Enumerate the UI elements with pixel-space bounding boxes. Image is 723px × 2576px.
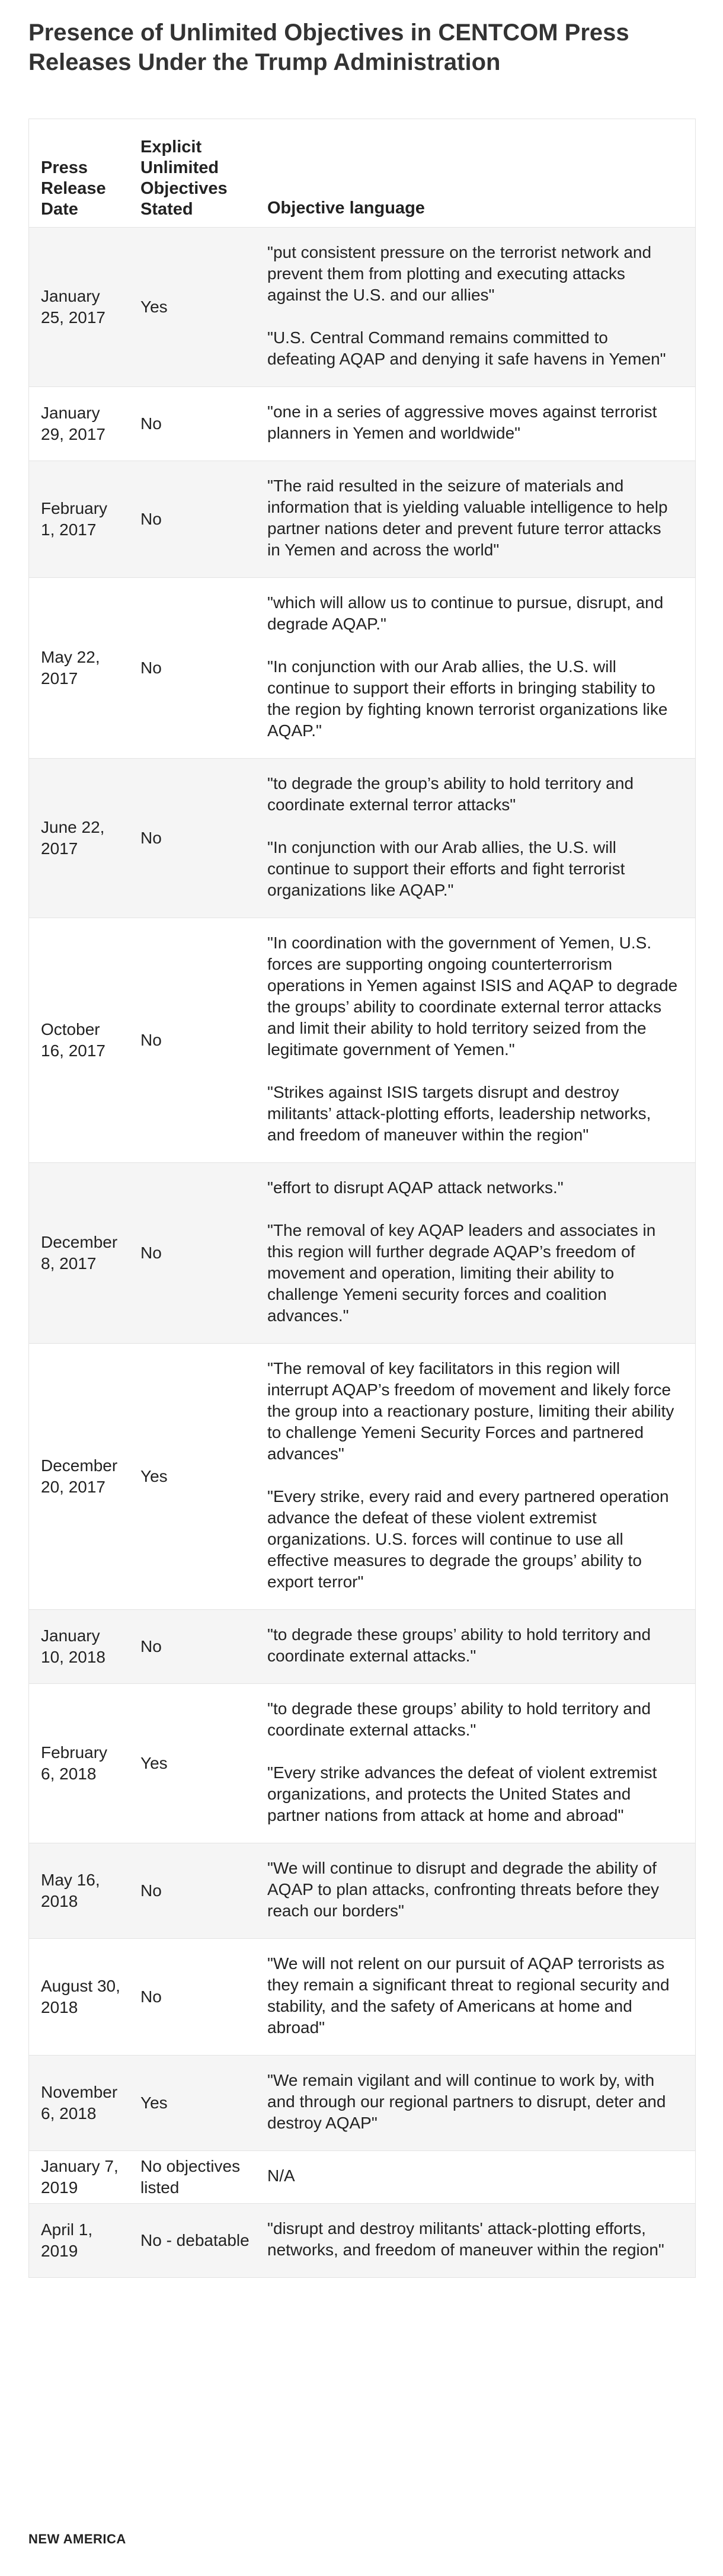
objective-quote: "In conjunction with our Arab allies, the U.S. will continue to support their efforts in bringing stability to the region by fighting known terrorist organizations like AQAP." (267, 657, 668, 740)
explicit-cell (129, 228, 254, 386)
objective-cell (254, 2056, 695, 2150)
explicit-text: No (140, 510, 162, 528)
objective-cell (254, 461, 695, 577)
table-row (29, 1843, 695, 1939)
date-text: May 22, 2017 (41, 648, 100, 688)
table-row (29, 1684, 695, 1843)
explicit-text: No (140, 1244, 162, 1262)
date-text: December 8, 2017 (41, 1233, 118, 1273)
table-row (29, 918, 695, 1163)
date-text: January 25, 2017 (41, 287, 105, 327)
explicit-cell (129, 461, 254, 577)
table-row (29, 1344, 695, 1610)
explicit-text: No (140, 1881, 162, 1900)
date-cell (29, 1163, 129, 1343)
objective-cell (254, 387, 695, 461)
objective-cell (254, 578, 695, 758)
objective-cell (254, 1684, 695, 1843)
explicit-text: No (140, 1987, 162, 2006)
objective-quote: "to degrade these groups’ ability to hold territory and coordinate external attacks." (267, 1625, 651, 1665)
explicit-text: Yes (140, 1754, 168, 1772)
objective-quote: "put consistent pressure on the terrorist network and prevent them from plotting and executing attacks against the U.S. and our allies" (267, 243, 652, 304)
date-cell (29, 918, 129, 1162)
table-row (29, 1610, 695, 1684)
date-cell (29, 228, 129, 386)
date-cell (29, 2056, 129, 2150)
explicit-cell (129, 578, 254, 758)
date-text: April 1, 2019 (41, 2220, 93, 2260)
explicit-text: Yes (140, 1467, 168, 1485)
explicit-text: No (140, 829, 162, 847)
header-explicit: Explicit Unlimited Objectives Stated (140, 138, 228, 219)
objective-cell (254, 759, 695, 918)
objective-quote: "The removal of key AQAP leaders and associates in this region will further degrade AQAP’s freedom of movement and operation, limiting their ability to challenge Yemeni security forces and coalition advances." (267, 1221, 656, 1325)
objective-quote: "U.S. Central Command remains committed to defeating AQAP and denying it safe havens in Yemen" (267, 328, 666, 368)
table-row (29, 1163, 695, 1344)
explicit-text: Yes (140, 298, 168, 316)
explicit-cell (129, 759, 254, 918)
date-text: November 6, 2018 (41, 2083, 118, 2123)
date-cell (29, 1610, 129, 1683)
objective-quote: "In conjunction with our Arab allies, the U.S. will continue to support their efforts and fight terrorist organizations like AQAP." (267, 838, 625, 899)
date-text: January 29, 2017 (41, 404, 105, 443)
objective-cell (254, 1610, 695, 1683)
objective-cell (254, 918, 695, 1162)
explicit-cell (129, 2056, 254, 2150)
explicit-cell (129, 918, 254, 1162)
explicit-cell (129, 1344, 254, 1609)
date-cell (29, 2204, 129, 2277)
objective-cell (254, 1843, 695, 1938)
table-row (29, 2151, 695, 2204)
date-text: October 16, 2017 (41, 1020, 105, 1060)
explicit-text: No - debatable (140, 2231, 249, 2249)
objective-quote: "We will not relent on our pursuit of AQAP terrorists as they remain a significant threat to regional security and stability, and the safety of Americans at home and abroad" (267, 1954, 670, 2037)
objective-quote: N/A (267, 2166, 295, 2185)
header-date: Press Release Date (41, 158, 106, 219)
table-row (29, 759, 695, 918)
explicit-text: No (140, 414, 162, 433)
objective-cell (254, 228, 695, 386)
objective-cell (254, 1163, 695, 1343)
date-cell (29, 1843, 129, 1938)
explicit-cell (129, 2204, 254, 2277)
date-cell (29, 461, 129, 577)
explicit-cell (129, 1163, 254, 1343)
objective-cell (254, 2204, 695, 2277)
objective-cell (254, 2151, 695, 2203)
explicit-cell (129, 1939, 254, 2055)
objective-quote: "which will allow us to continue to pursue, disrupt, and degrade AQAP." (267, 593, 664, 633)
explicit-text: No (140, 659, 162, 677)
objective-quote: "In coordination with the government of Yemen, U.S. forces are supporting ongoing counterterrorism operations in Yemen against ISIS and AQAP to degrade the groups’ ability to coordinate external terror attacks and limit their ability to hold territory seized from the legitimate government of Yemen." (267, 934, 678, 1059)
date-text: January 10, 2018 (41, 1626, 105, 1666)
explicit-text: Yes (140, 2094, 168, 2112)
page-title: Presence of Unlimited Objectives in CENTCOM Press Releases Under the Trump Administration (28, 20, 629, 75)
table-row (29, 461, 695, 578)
date-text: February 1, 2017 (41, 499, 108, 539)
objective-quote: "to degrade these groups’ ability to hold territory and coordinate external attacks." (267, 1699, 651, 1739)
objective-cell (254, 1939, 695, 2055)
objective-quote: "Every strike advances the defeat of violent extremist organizations, and protects the United States and partner nations from attack at home and abroad" (267, 1763, 657, 1824)
explicit-cell (129, 1684, 254, 1843)
date-cell (29, 1684, 129, 1843)
objective-quote: "Strikes against ISIS targets disrupt and destroy militants’ attack-plotting efforts, leadership networks, and freedom of maneuver within the region" (267, 1083, 651, 1144)
table-row (29, 578, 695, 759)
objective-quote: "disrupt and destroy militants' attack-plotting efforts, networks, and freedom of maneuver within the region" (267, 2219, 664, 2259)
table-header (29, 119, 695, 228)
objective-quote: "Every strike, every raid and every partnered operation advance the defeat of these violent extremist organizations. U.S. forces will continue to use all effective measures to degrade the groups’ ability to export terror" (267, 1487, 669, 1591)
explicit-text: No objectives listed (140, 2157, 241, 2197)
date-cell (29, 1344, 129, 1609)
objective-quote: "We will continue to disrupt and degrade the ability of AQAP to plan attacks, confronting threats before they reach our borders" (267, 1859, 659, 1920)
table-row (29, 1939, 695, 2056)
header-objective: Objective language (267, 199, 425, 218)
objective-quote: "to degrade the group’s ability to hold territory and coordinate external terror attacks" (267, 774, 634, 814)
table-body (29, 228, 695, 2277)
footer-brand: NEW AMERICA (28, 2532, 126, 2546)
explicit-cell (129, 1843, 254, 1938)
objective-cell (254, 1344, 695, 1609)
objective-quote: "We remain vigilant and will continue to work by, with and through our regional partners to disrupt, deter and destroy AQAP" (267, 2071, 666, 2132)
date-text: August 30, 2018 (41, 1977, 120, 2016)
date-cell (29, 2151, 129, 2203)
table-row (29, 228, 695, 387)
explicit-text: No (140, 1031, 162, 1049)
date-text: December 20, 2017 (41, 1456, 118, 1496)
objective-quote: "The removal of key facilitators in this region will interrupt AQAP’s freedom of movement and likely force the group into a reactionary posture, limiting their ability to challenge Yemeni Security Forces and partnered advances" (267, 1359, 674, 1463)
objective-quote: "one in a series of aggressive moves against terrorist planners in Yemen and worldwide" (267, 402, 657, 442)
explicit-cell (129, 2151, 254, 2203)
table-row (29, 2204, 695, 2277)
date-cell (29, 387, 129, 461)
explicit-cell (129, 1610, 254, 1683)
explicit-cell (129, 387, 254, 461)
date-text: May 16, 2018 (41, 1871, 100, 1910)
table-row (29, 387, 695, 461)
objectives-table (28, 119, 696, 2278)
table-row (29, 2056, 695, 2151)
objective-quote: "The raid resulted in the seizure of materials and information that is yielding valuable intelligence to help partner nations deter and prevent future terror attacks in Yemen and across the world" (267, 477, 668, 559)
explicit-text: No (140, 1637, 162, 1655)
date-text: June 22, 2017 (41, 818, 105, 858)
date-cell (29, 1939, 129, 2055)
date-text: February 6, 2018 (41, 1743, 108, 1783)
date-cell (29, 759, 129, 918)
objective-quote: "effort to disrupt AQAP attack networks." (267, 1178, 564, 1197)
date-text: January 7, 2019 (41, 2157, 119, 2197)
date-cell (29, 578, 129, 758)
